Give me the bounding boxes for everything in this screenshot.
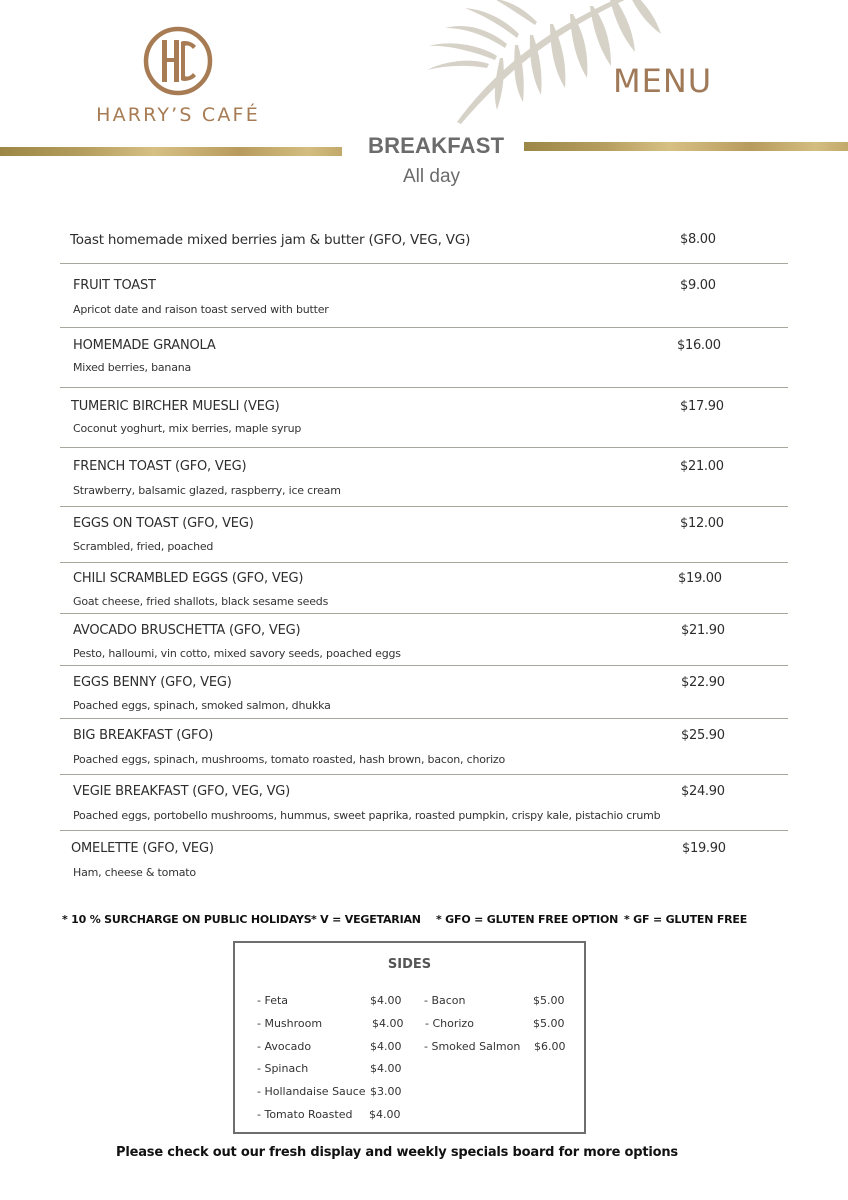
item-name: EGGS ON TOAST (GFO, VEG) [73, 516, 254, 531]
side-name: - Tomato Roasted [257, 1108, 353, 1121]
item-description: Strawberry, balsamic glazed, raspberry, ice cream [73, 484, 341, 497]
item-price: $8.00 [680, 232, 716, 247]
item-description: Apricot date and raison toast served with butter [73, 303, 329, 316]
menu-item [60, 388, 788, 448]
item-price: $16.00 [677, 338, 721, 353]
side-price: $5.00 [533, 1017, 565, 1030]
side-price: $5.00 [533, 994, 565, 1007]
section-subtitle: All day [403, 166, 461, 187]
item-name: BIG BREAKFAST (GFO) [73, 728, 214, 743]
sides-box [233, 941, 586, 1134]
item-price: $25.90 [681, 728, 725, 743]
item-name: OMELETTE (GFO, VEG) [71, 841, 214, 856]
note-gfo: * GFO = GLUTEN FREE OPTION [436, 913, 619, 926]
item-price: $24.90 [681, 784, 725, 799]
menu-item [60, 666, 788, 719]
section-title: BREAKFAST [368, 133, 505, 158]
item-name: CHILI SCRAMBLED EGGS (GFO, VEG) [73, 571, 304, 586]
item-name: Toast homemade mixed berries jam & butter (GFO, VEG, VG) [70, 232, 471, 248]
menu-item [60, 328, 788, 388]
item-price: $19.00 [678, 571, 722, 586]
side-price: $3.00 [370, 1085, 402, 1098]
side-name: - Chorizo [425, 1017, 474, 1030]
item-price: $21.00 [680, 459, 724, 474]
note-vegetarian: * V = VEGETARIAN [311, 913, 421, 926]
item-description: Scrambled, fried, poached [73, 540, 214, 553]
footer-note: Please check out our fresh display and weekly specials board for more options [116, 1145, 678, 1160]
menu-item [60, 831, 788, 887]
item-name: FRUIT TOAST [73, 278, 156, 293]
item-description: Poached eggs, portobello mushrooms, hummus, sweet paprika, roasted pumpkin, crispy kale, pistachio crumb [73, 809, 661, 822]
brand-logo [96, 26, 260, 126]
item-name: AVOCADO BRUSCHETTA (GFO, VEG) [73, 623, 301, 638]
item-name: VEGIE BREAKFAST (GFO, VEG, VG) [73, 784, 291, 799]
menu-item [60, 719, 788, 775]
side-price: $4.00 [370, 994, 402, 1007]
sides-title: SIDES [387, 957, 432, 972]
note-gf: * GF = GLUTEN FREE [624, 913, 748, 926]
item-description: Poached eggs, spinach, mushrooms, tomato roasted, hash brown, bacon, chorizo [73, 753, 506, 766]
item-description: Mixed berries, banana [73, 361, 192, 374]
dietary-notes [0, 913, 848, 929]
gold-divider-left [0, 147, 342, 156]
menu-item [60, 775, 788, 831]
menu-item [60, 222, 788, 264]
item-name: HOMEMADE GRANOLA [73, 338, 216, 353]
brand-name: HARRY’S CAFÉ [96, 104, 260, 126]
side-price: $6.00 [534, 1040, 566, 1053]
item-description: Pesto, halloumi, vin cotto, mixed savory seeds, poached eggs [73, 647, 401, 660]
side-price: $4.00 [369, 1108, 401, 1121]
item-name: EGGS BENNY (GFO, VEG) [73, 675, 232, 690]
side-name: - Bacon [424, 994, 466, 1007]
menu-item [60, 614, 788, 666]
side-name: - Avocado [257, 1040, 312, 1053]
item-price: $17.90 [680, 399, 724, 414]
item-description: Goat cheese, fried shallots, black sesame seeds [73, 595, 329, 608]
item-price: $19.90 [682, 841, 726, 856]
side-name: - Mushroom [257, 1017, 323, 1030]
side-price: $4.00 [372, 1017, 404, 1030]
side-price: $4.00 [370, 1040, 402, 1053]
menu-item [60, 563, 788, 614]
menu-title: MENU [613, 62, 713, 100]
side-name: - Feta [257, 994, 289, 1007]
menu-item [60, 448, 788, 507]
item-name: TUMERIC BIRCHER MUESLI (VEG) [71, 399, 280, 414]
item-name: FRENCH TOAST (GFO, VEG) [73, 459, 247, 474]
hc-monogram-icon [143, 26, 213, 96]
item-price: $22.90 [681, 675, 725, 690]
item-price: $12.00 [680, 516, 724, 531]
menu-item [60, 264, 788, 328]
menu-item [60, 507, 788, 563]
side-name: - Hollandaise Sauce [257, 1085, 366, 1098]
item-description: Ham, cheese & tomato [73, 866, 196, 879]
item-description: Poached eggs, spinach, smoked salmon, dhukka [73, 699, 331, 712]
side-price: $4.00 [370, 1062, 402, 1075]
side-name: - Spinach [257, 1062, 309, 1075]
item-price: $9.00 [680, 278, 716, 293]
side-name: - Smoked Salmon [424, 1040, 521, 1053]
item-description: Coconut yoghurt, mix berries, maple syrup [73, 422, 302, 435]
item-price: $21.90 [681, 623, 725, 638]
gold-divider-right [524, 142, 848, 151]
note-surcharge: * 10 % SURCHARGE ON PUBLIC HOLIDAYS [62, 913, 312, 926]
